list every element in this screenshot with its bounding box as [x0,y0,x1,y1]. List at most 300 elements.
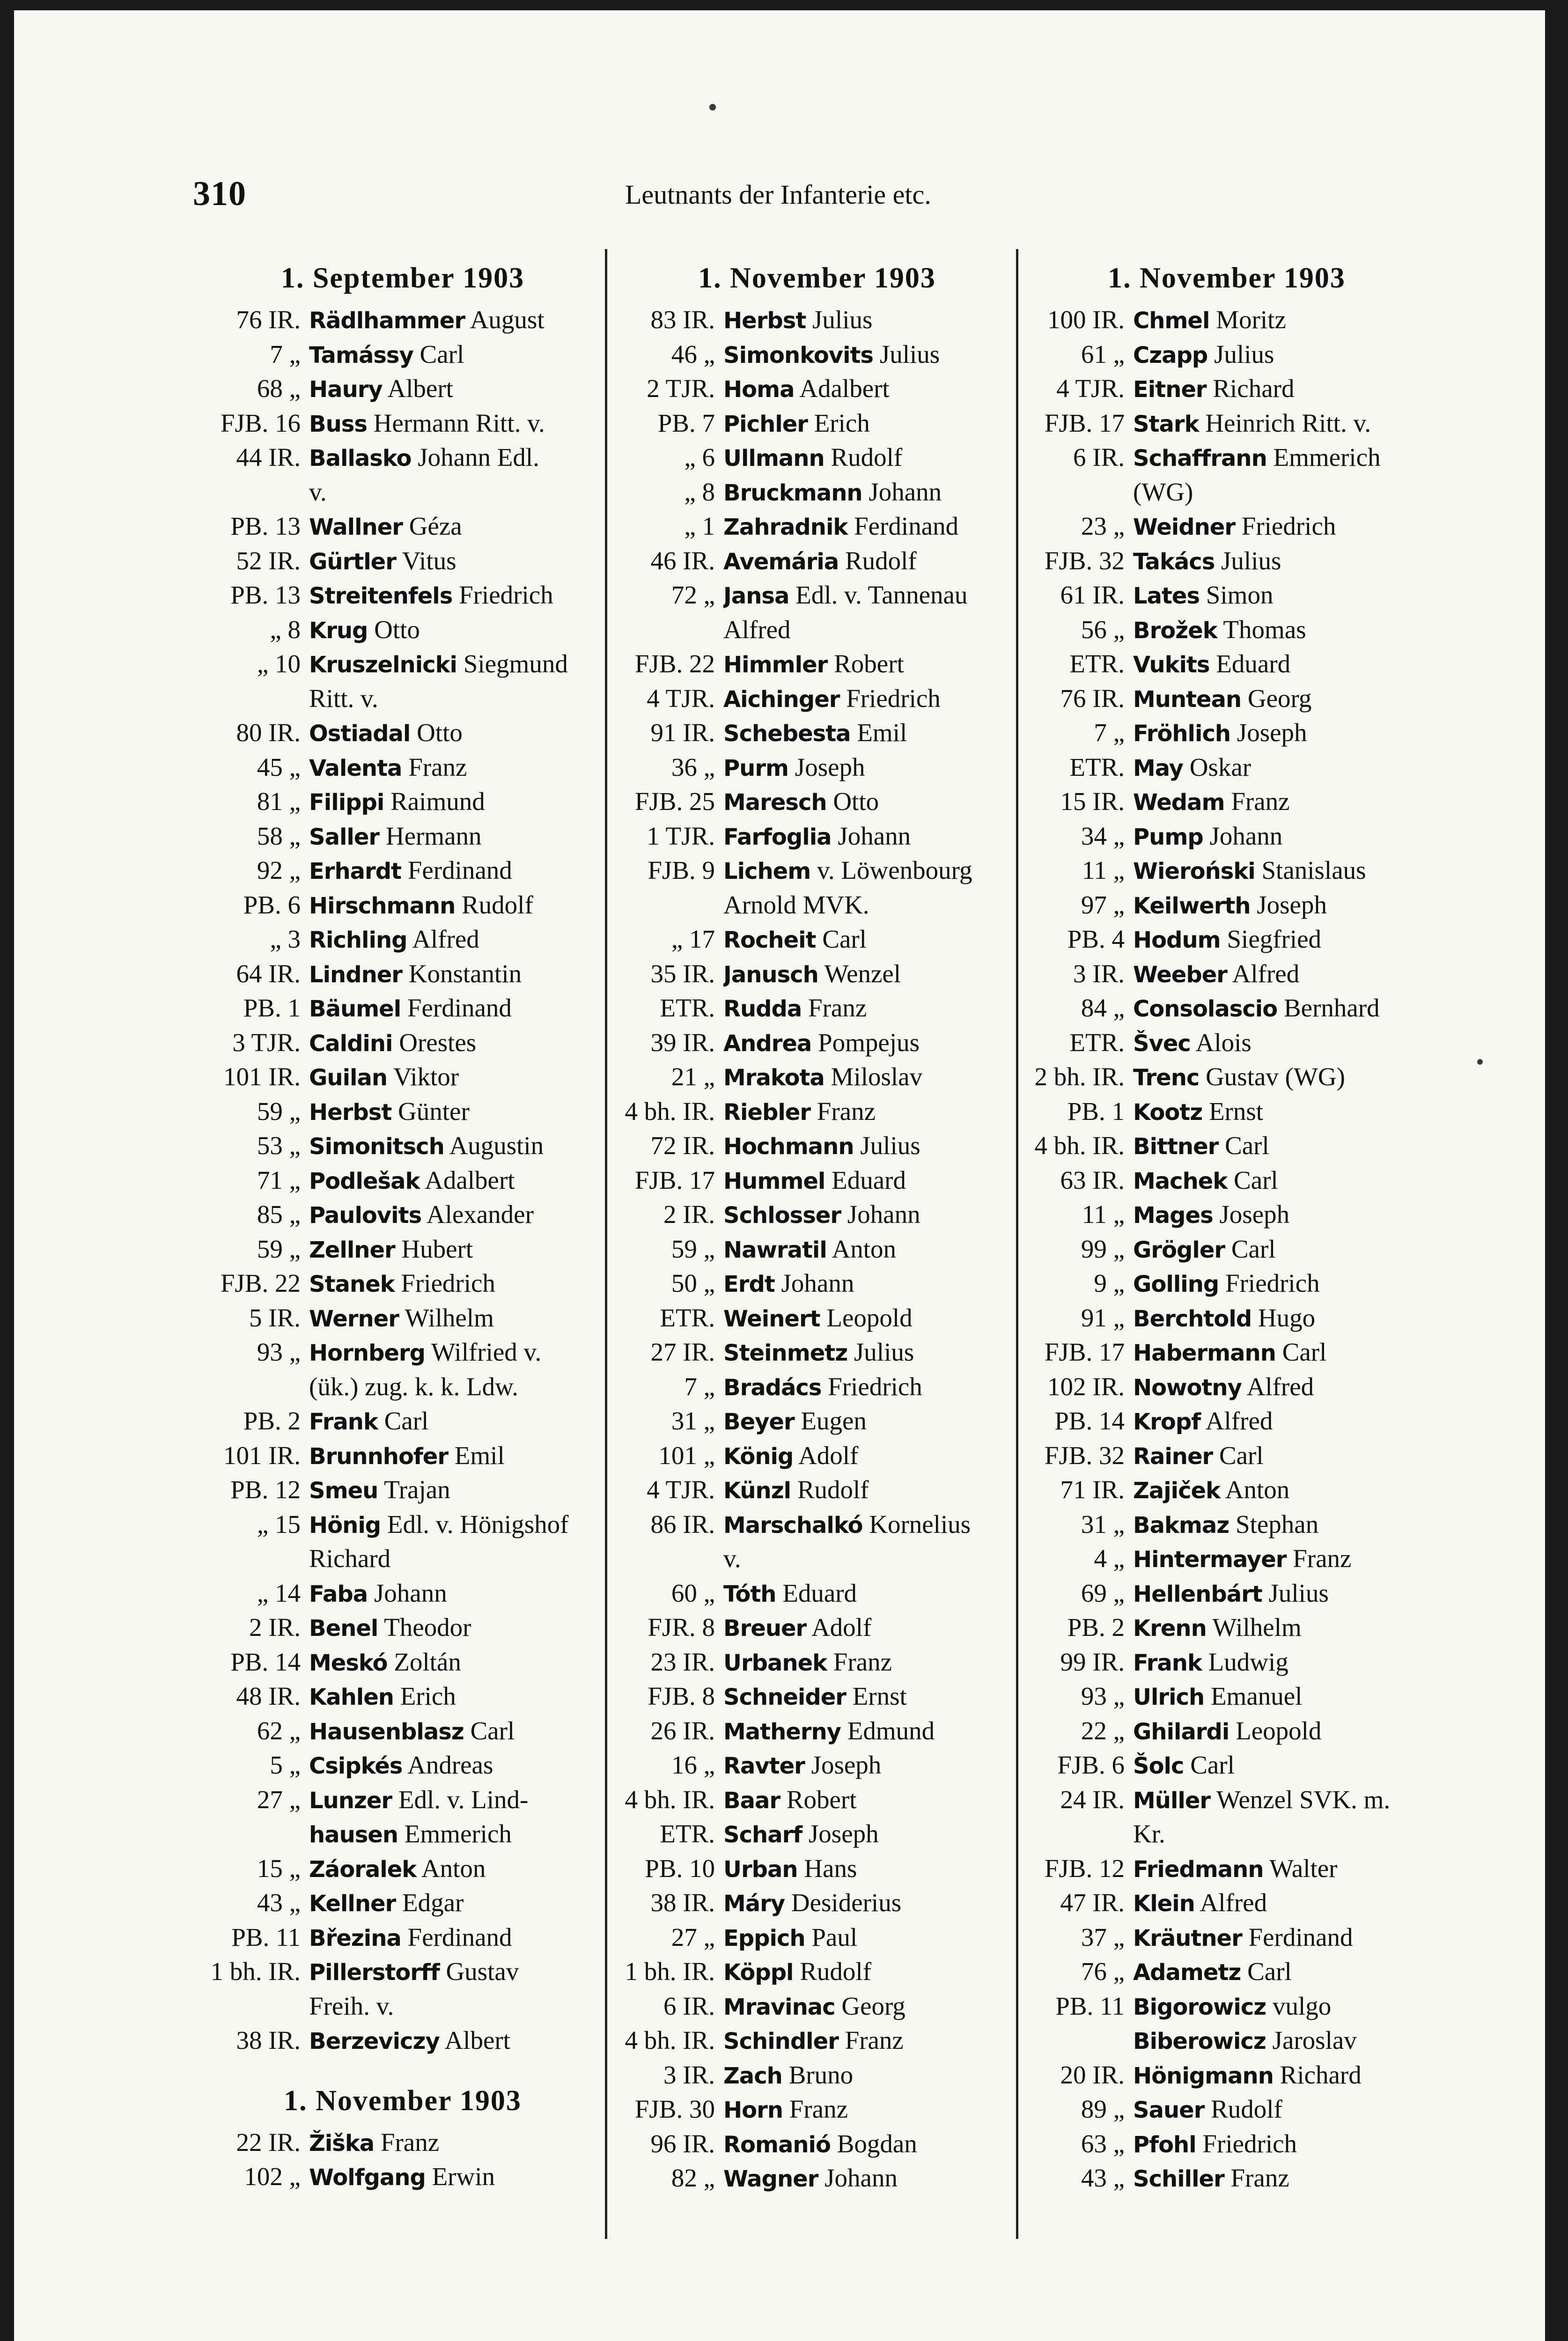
officer-name [309,819,604,854]
given-name: Stephan [1236,1509,1319,1539]
entry-row [1025,1885,1428,1920]
officer-name [309,1094,604,1129]
unit-designation: 4 bh. IR. [1034,1131,1125,1160]
given-name: Carl [1190,1751,1235,1779]
given-name: Vitus [402,546,456,575]
unit-designation: „ 17 [671,925,715,953]
surname: Ballasko [309,445,412,471]
entry-row [1025,371,1428,406]
entry-row [201,715,604,750]
entry-row [1025,1369,1428,1404]
given-name: Eduard [1216,649,1291,678]
entry-row [616,681,1018,716]
surname: Brožek [1133,617,1217,644]
entry-row [201,2159,604,2194]
surname: Avemária [723,548,839,575]
unit-designation: 69 „ [1081,1578,1125,1607]
surname: Mages [1133,1202,1213,1229]
unit-designation: 22 IR. [236,2128,301,2157]
entry-row [201,922,604,957]
entry-row [616,1817,1018,1851]
page-number: 310 [193,175,246,213]
unit-designation: 2 IR. [249,1613,301,1642]
given-name: (WG) [1133,477,1193,506]
officer-name [1133,991,1428,1025]
entry-row [616,1060,1018,1094]
section-heading: 1. September 1903 [280,262,525,294]
given-name: Gustav [446,1957,519,1986]
surname: Wolfgang [309,2164,426,2191]
surname: Zellner [309,1237,395,1263]
officer-name [1133,1163,1428,1198]
unit-designation: PB. 10 [645,1854,715,1883]
given-name: Richard [1213,374,1295,403]
entry-row [1025,1679,1428,1714]
surname: Pichler [723,411,808,437]
surname: Wieroński [1133,858,1255,884]
given-name: Friedrich [846,684,941,713]
officer-name [1133,1232,1428,1266]
officer-name [1133,715,1428,750]
given-name: Siegfried [1227,925,1322,953]
entry-row [1025,1060,1428,1094]
unit-designation: „ 6 [684,443,715,471]
given-name: Johann [847,1200,920,1229]
given-name: Johann [869,477,942,506]
unit-designation: 9 „ [1094,1269,1125,1297]
given-name: v. [309,477,327,506]
officer-name [309,1232,604,1266]
entry-row [616,1094,1018,1129]
unit-designation: 6 IR. [1073,443,1125,471]
officer-name [1133,888,1428,922]
unit-designation: 23 „ [1081,512,1125,540]
given-name: Julius [1214,339,1274,368]
officer-name [309,1025,604,1060]
given-name: Julius [1268,1578,1329,1607]
surname: Simonkovits [723,342,874,368]
entry-row [1025,544,1428,578]
officer-name [309,853,604,888]
entry-row [1025,819,1428,854]
given-name: v. Löwenbourg [817,856,972,884]
entry-row [1025,957,1428,991]
surname: Hellenbárt [1133,1581,1262,1607]
given-name: Georg [1247,684,1312,713]
surname: Ravter [723,1753,805,1779]
entry-continuation [616,888,1018,922]
entry-row [1025,1714,1428,1748]
officer-name [309,1438,604,1473]
unit-designation: 86 IR. [650,1509,715,1539]
given-name: Joseph [1219,1200,1290,1229]
officer-name [1133,2127,1428,2161]
entry-row [616,1232,1018,1266]
entry-continuation [616,612,1018,647]
surname: Muntean [1133,686,1242,713]
unit-designation: 71 IR. [1060,1475,1125,1504]
unit-designation: PB. 11 [1055,1991,1125,2020]
officer-name [723,1472,1018,1507]
surname: Schindler [723,2028,839,2054]
given-name: Leopold [1236,1716,1322,1745]
unit-designation: PB. 1 [1067,1097,1125,1126]
surname: Nawratil [723,1237,827,1263]
officer-name [309,440,604,475]
unit-designation: ETR. [1069,1028,1125,1057]
officer-name [723,509,1018,544]
given-name: Alfred [412,925,479,953]
surname: Keilwerth [1133,892,1251,919]
unit-designation: 93 „ [257,1338,301,1366]
officer-name [723,1989,1018,2024]
entry-row [616,1610,1018,1645]
surname: Šolc [1133,1753,1184,1779]
officer-name [309,1782,604,1817]
surname: Weinert [723,1305,820,1332]
officer-name [723,1885,1018,1920]
surname: Zach [723,2062,782,2089]
given-name: Otto [833,787,879,816]
surname: Rainer [1133,1443,1213,1470]
entry-row [201,302,604,337]
entry-row [1025,406,1428,441]
unit-designation: 48 IR. [236,1682,301,1710]
surname: Ghilardi [1133,1718,1229,1745]
surname: Valenta [309,755,402,781]
entry-row [616,337,1018,372]
surname: hausen [309,1822,398,1848]
officer-name [723,2161,1018,2195]
surname: Habermann [1133,1340,1276,1366]
officer-name [1133,2161,1428,2195]
entry-row [616,1301,1018,1335]
entry-row [1025,337,1428,372]
entry-continuation [1025,1817,1428,1851]
entry-row [616,1369,1018,1404]
officer-name [1133,1679,1428,1714]
surname: Farfoglia [723,824,832,850]
unit-designation: 81 „ [257,787,301,816]
given-name: Bruno [788,2060,854,2089]
officer-name [309,509,604,544]
officer-name [1133,371,1428,406]
surname: Consolascio [1133,996,1278,1022]
surname: Erhardt [309,858,401,884]
given-name: Gustav (WG) [1206,1062,1345,1091]
given-name: Julius [860,1131,920,1160]
entry-row [616,2023,1018,2058]
unit-designation: 5 IR. [249,1303,301,1332]
given-name: Johann [838,821,911,850]
surname: Hausenblasz [309,1718,464,1745]
officer-name [723,853,1018,888]
officer-name [309,302,604,337]
given-name: Carl [1282,1338,1327,1366]
unit-designation: FJB. 9 [648,856,715,884]
unit-designation: FJB. 22 [634,649,715,678]
officer-name [309,1404,604,1438]
given-name: Franz [1293,1544,1352,1573]
officer-name [309,337,604,372]
unit-designation: 4 bh. IR. [625,2026,715,2054]
unit-designation: 91 IR. [650,718,715,747]
entry-row [616,957,1018,991]
officer-name [723,957,1018,991]
unit-designation: 84 „ [1081,994,1125,1022]
surname: Březina [309,1925,401,1951]
given-name: Ernst [1208,1097,1264,1126]
officer-name [309,1197,604,1232]
surname: Steinmetz [723,1340,848,1366]
entry-row [201,1576,604,1611]
officer-name [201,1989,604,2024]
given-name: Friedrich [401,1269,495,1297]
officer-name [723,922,1018,957]
surname: Hönig [309,1512,381,1539]
surname: Lates [1133,583,1200,609]
officer-name [309,647,604,681]
surname: Podlešak [309,1168,420,1194]
officer-name [1133,509,1428,544]
surname: Frank [309,1409,378,1435]
given-name: Albert [444,2026,510,2054]
given-name: Wenzel [824,959,901,988]
surname: Nowotny [1133,1374,1242,1401]
officer-name [1133,1748,1428,1782]
surname: Benel [309,1615,378,1642]
surname: Matherny [723,1718,841,1745]
surname: Andrea [723,1030,812,1057]
given-name: Alfred [1246,1372,1314,1401]
officer-name [723,1301,1018,1335]
officer-name [1133,1438,1428,1473]
officer-name [1133,544,1428,578]
unit-designation: 27 „ [257,1785,301,1814]
unit-designation: 22 „ [1081,1716,1125,1745]
entry-row [1025,1989,1428,2024]
officer-name [309,544,604,578]
officer-name [309,578,604,612]
given-name: Anton [1225,1475,1290,1504]
entry-row [616,819,1018,854]
surname: Streitenfels [309,583,453,609]
surname: Fröhlich [1133,721,1231,747]
surname: Weidner [1133,514,1235,540]
surname: Sauer [1133,2097,1205,2123]
given-name: Richard [309,1544,391,1573]
unit-designation: 16 „ [671,1751,715,1779]
officer-name [309,2023,604,2058]
officer-name [201,1369,604,1404]
entry-row [1025,2161,1428,2195]
entry-row [616,544,1018,578]
entry-row [201,1748,604,1782]
entry-row [201,1438,604,1473]
entry-row [201,1197,604,1232]
surname: Krug [309,617,368,644]
entry-row [616,1163,1018,1198]
surname: Zahradnik [723,514,848,540]
officer-name [723,1438,1018,1473]
entry-row [616,2092,1018,2127]
given-name: Walter [1269,1854,1338,1883]
given-name: Robert [786,1785,857,1814]
unit-designation: 34 „ [1081,821,1125,850]
given-name: Günter [398,1097,470,1126]
unit-designation: „ 1 [684,512,715,540]
given-name: Johann [374,1578,447,1607]
given-name: Thomas [1223,615,1306,644]
entry-row [616,1885,1018,1920]
surname: Lunzer [309,1787,392,1814]
entry-row [616,1128,1018,1163]
surname: Marschalkó [723,1512,863,1539]
officer-name [723,1782,1018,1817]
surname: Herbst [309,1099,392,1126]
unit-designation: 101 IR. [223,1441,301,1470]
officer-name [1025,1817,1428,1851]
entry-row [1025,2127,1428,2161]
given-name: Orestes [399,1028,477,1057]
surname: Schiller [1133,2166,1224,2192]
given-name: Joseph [795,752,865,781]
entry-row [616,1782,1018,1817]
unit-designation: PB. 14 [1054,1406,1125,1435]
given-name: Alfred [1200,1888,1267,1917]
surname: Stark [1133,411,1199,437]
entry-row [201,2125,604,2160]
entry-row [1025,1404,1428,1438]
entry-row [1025,1851,1428,1886]
surname: Saller [309,824,380,850]
unit-designation: 96 IR. [650,2129,715,2158]
officer-name [723,2058,1018,2092]
officer-name [723,647,1018,681]
given-name: Franz [1231,787,1290,816]
entry-row [1025,1094,1428,1129]
entry-row [201,1094,604,1129]
given-name: Arnold MVK. [723,890,869,919]
surname: Eitner [1133,376,1207,403]
entry-row [201,1163,604,1198]
officer-name [1133,578,1428,612]
officer-name [1133,1885,1428,1920]
unit-designation: 31 „ [671,1406,715,1435]
unit-designation: 58 „ [257,821,301,850]
given-name: Ferdinand [1248,1922,1353,1951]
unit-designation: PB. 1 [243,994,301,1022]
given-name: Joseph [811,1751,882,1779]
given-name: Franz [845,2026,904,2054]
entry-row [201,888,604,922]
unit-designation: FJB. 22 [220,1269,301,1297]
unit-designation: 3 IR. [663,2060,715,2089]
entry-continuation [201,681,604,716]
entry-row [1025,302,1428,337]
surname: Herbst [723,308,806,334]
officer-name [201,475,604,509]
surname: Csipkés [309,1753,403,1779]
officer-name [723,1025,1018,1060]
surname: Berchtold [1133,1305,1252,1332]
given-name: Stanislaus [1261,856,1366,884]
unit-designation: 85 „ [257,1200,301,1229]
officer-name [1133,440,1428,475]
unit-designation: 47 IR. [1060,1888,1125,1917]
given-name: Johann [824,2164,898,2192]
unit-designation: 4 TJR. [1056,374,1125,403]
officer-name [1133,922,1428,957]
given-name: Friedrich [459,581,553,609]
surname: Baar [723,1787,780,1814]
officer-name [1025,475,1428,509]
given-name: Carl [384,1406,429,1435]
surname: Urban [723,1856,798,1883]
surname: Golling [1133,1271,1219,1297]
entry-row [1025,1128,1428,1163]
officer-name [723,1404,1018,1438]
given-name: Rudolf [797,1475,869,1504]
officer-name [1133,819,1428,854]
surname: Schlosser [723,1202,841,1229]
officer-name [1133,1782,1428,1817]
given-name: Julius [879,339,940,368]
surname: Kellner [309,1891,396,1917]
officer-name [723,1060,1018,1094]
unit-designation: 44 IR. [236,443,301,471]
entry-row [1025,715,1428,750]
given-name: Carl [420,339,464,368]
unit-designation: 26 IR. [650,1716,715,1745]
surname: Himmler [723,652,828,678]
given-name: Rudolf [845,546,917,575]
surname: Mravinac [723,1994,835,2020]
officer-name [309,1714,604,1748]
officer-name [309,1576,604,1611]
entry-row [201,1404,604,1438]
surname: Meskó [309,1649,388,1676]
officer-name [723,1645,1018,1679]
unit-designation: PB. 4 [1067,925,1125,953]
given-name: Moritz [1216,305,1286,334]
unit-designation: 43 „ [1081,2164,1125,2192]
surname: Biberowicz [1133,2028,1266,2054]
unit-designation: FJB. 17 [1044,408,1125,437]
section-heading: 1. November 1903 [698,262,936,294]
given-name: Wilhelm [405,1303,494,1332]
surname: Frank [1133,1649,1202,1676]
unit-designation: ETR. [660,994,715,1022]
given-name: Emil [454,1441,505,1470]
officer-name [723,750,1018,785]
unit-designation: 31 „ [1081,1509,1125,1539]
officer-name [1133,1472,1428,1507]
unit-designation: 35 IR. [650,959,715,988]
unit-designation: 46 IR. [650,546,715,575]
given-name: Alexander [426,1200,534,1229]
entry-row [616,1507,1018,1542]
surname: Pump [1133,824,1203,850]
officer-name [723,1610,1018,1645]
entry-row [201,853,604,888]
entry-row [1025,1507,1428,1542]
unit-designation: 15 IR. [1060,787,1125,816]
unit-designation: 27 „ [671,1922,715,1951]
unit-designation: 80 IR. [236,718,301,747]
unit-designation: 45 „ [257,752,301,781]
entry-row [201,1714,604,1748]
